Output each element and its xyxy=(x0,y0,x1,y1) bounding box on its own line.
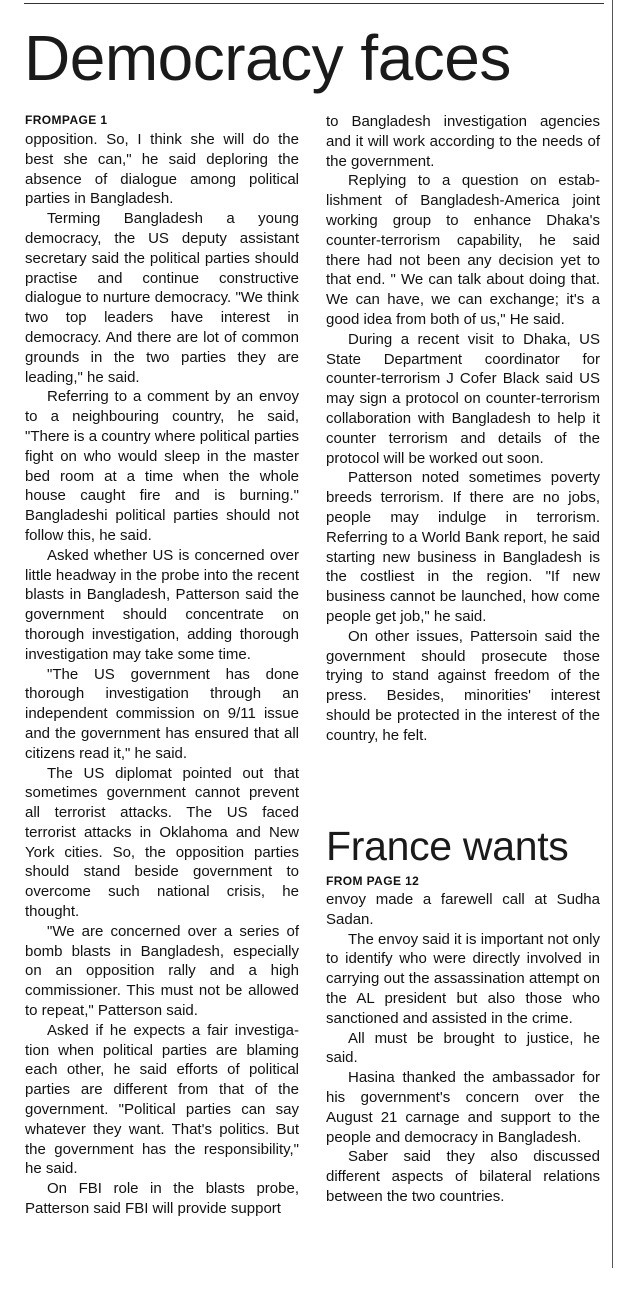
paragraph: Asked if he expects a fair investigation when political parties are blaming each other, he said efforts of political parties are different from that of the government. "Political parties can say whatever they want. That's politics. But the government has the responsibility," he said. xyxy=(25,1021,299,1178)
paragraph: On other issues, Pattersoin said the government should prosecute those trying to stand against freedom of the press. Besides, minorities' interest should be protected in the interest of the country, he felt. xyxy=(326,627,600,744)
paragraph: "We are concerned over a series of bomb blasts in Bangladesh, especially on an opposition rally and a high commissioner. This must not be allowed to repeat," Patterson said. xyxy=(25,922,299,1020)
paragraph: The US diplomat pointed out that sometimes government cannot prevent all terrorist attacks. The US faced terrorist attacks in Oklahoma and New York cities. So, the opposition parties should stand beside government to overcome such national crisis, he thought. xyxy=(25,764,299,921)
paragraph: Patterson noted sometimes poverty breeds terrorism. If there are no jobs, people may indulge in terrorism. Referring to a World Bank report, he said starting new business in Bangladesh is the costliest in the region. "If new business cannot be launched, how come people get job," he said. xyxy=(326,469,600,625)
main-headline: Democracy faces xyxy=(24,22,511,94)
paragraph: During a recent visit to Dhaka, US State Department coordinator for counter-terrorism J Cofer Black said US may sign a protocol on counter-terrorism collaboration with Bangladesh to help it counter terrorism and details of the protocol will be worked out soon. xyxy=(326,330,600,467)
jump-line-second: FROM PAGE 12 xyxy=(326,874,420,888)
paragraph: envoy made a farewell call at Sudha Sadan. xyxy=(326,891,600,928)
paragraph: Replying to a question on establishment of Bangladesh-America joint working group to enhance Dhaka's counter-terrorism capability, he said there had not been any decision yet to that end. " We can talk about doing that. We can have, we can exchange; it's a good idea from both of us," He said. xyxy=(326,172,600,328)
paragraph: Hasina thanked the ambassador for his government's concern over the August 21 carnage and support to the people and democracy in Bangladesh. xyxy=(326,1069,600,1146)
paragraph: Asked whether US is concerned over little headway in the probe into the recent blasts in Bangladesh, Patterson said the government should concentrate on thorough investigation, adding thorough investigation may take some time. xyxy=(25,546,299,663)
paragraph: opposition. So, I think she will do the best she can," he said deploring the absence of dialogue among political parties in Bangladesh. xyxy=(25,131,299,208)
second-headline: France wants xyxy=(326,823,569,869)
story1-column-left xyxy=(25,130,299,1219)
paragraph: The envoy said it is important not only to identify who were directly involved in carrying out the assassination attempt on the AL president but also those who sanctioned and assisted in the crime. xyxy=(326,930,600,1027)
story2-column xyxy=(326,890,600,1207)
paragraph: to Bangladesh investigation agencies and it will work according to the needs of the government. xyxy=(326,113,600,170)
column-rule xyxy=(612,0,613,1268)
paragraph: All must be brought to justice, he said. xyxy=(326,1029,600,1067)
paragraph: On FBI role in the blasts probe, Patterson said FBI will provide support xyxy=(25,1180,299,1218)
paragraph: "The US government has done thorough investigation through an independent commission on 9/11 issue and the government has ensured that all citizens read it," he said. xyxy=(25,665,299,762)
paragraph: Terming Bangladesh a young democracy, the US deputy assistant secretary said the political parties should practise and continue constructive dialogue to nurture democracy. "We think two top leaders have interest in democracy. And there are lot of common grounds in the two parties they are leading," he said. xyxy=(25,210,299,386)
paragraph: Saber said they also discussed different aspects of bilateral relations between the two countries. xyxy=(326,1148,600,1205)
jump-line-main: FROMPAGE 1 xyxy=(25,113,108,127)
top-rule xyxy=(24,3,604,4)
paragraph: Referring to a comment by an envoy to a neighbouring country, he said, "There is a country where political parties fight on who would sleep in the master bed room at a time when the whole house caught fire and is burning." Bangladeshi political parties should not follow this, he said. xyxy=(25,388,299,544)
story1-column-right xyxy=(326,112,600,746)
